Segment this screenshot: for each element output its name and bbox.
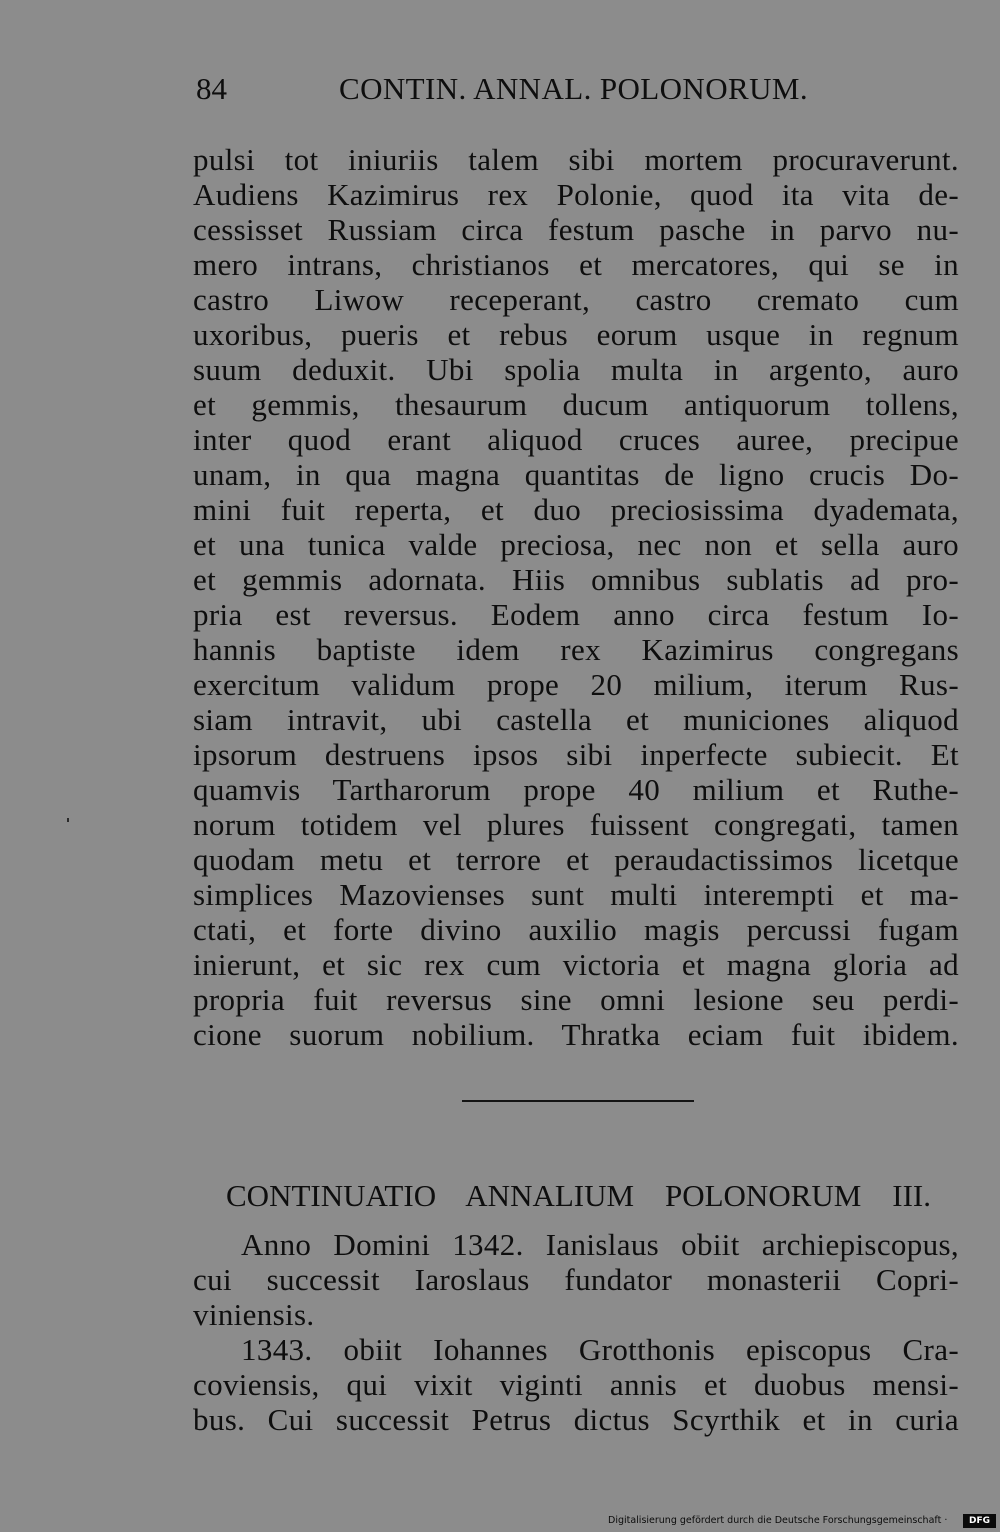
- text-line: ctati, et forte divino auxilio magis percussi fugam: [193, 912, 959, 947]
- text-line: bus. Cui successit Petrus dictus Scyrthik et in curia: [193, 1402, 959, 1437]
- text-line: cessisset Russiam circa festum pasche in parvo nu-: [193, 212, 959, 247]
- text-line: quodam metu et terrore et peraudactissimos licetque: [193, 842, 959, 877]
- running-title: CONTIN. ANNAL. POLONORUM.: [339, 71, 808, 106]
- text-line: ipsorum destruens ipsos sibi inperfecte subiecit. Et: [193, 737, 959, 772]
- text-line: inierunt, et sic rex cum victoria et magna gloria ad: [193, 947, 959, 982]
- text-line: coviensis, qui vixit viginti annis et duobus mensi-: [193, 1367, 959, 1402]
- text-line: et gemmis adornata. Hiis omnibus sublatis ad pro-: [193, 562, 959, 597]
- text-line: pria est reversus. Eodem anno circa festum Io-: [193, 597, 959, 632]
- running-head: [196, 66, 836, 112]
- text-line: norum totidem vel plures fuissent congregati, tamen: [193, 807, 959, 842]
- page-number: 84: [196, 71, 227, 106]
- text-line: castro Liwow receperant, castro cremato cum: [193, 282, 959, 317]
- text-line: quamvis Tartharorum prope 40 milium et Ruthe-: [193, 772, 959, 807]
- text-line: cui successit Iaroslaus fundator monasterii Copri-: [193, 1262, 959, 1297]
- text-line: et una tunica valde preciosa, nec non et sella auro: [193, 527, 959, 562]
- text-line: uxoribus, pueris et rebus eorum usque in regnum: [193, 317, 959, 352]
- text-line: hannis baptiste idem rex Kazimirus congregans: [193, 632, 959, 667]
- text-line: 1343. obiit Iohannes Grotthonis episcopus Cra-: [241, 1332, 959, 1367]
- scan-speck: [67, 818, 69, 822]
- text-line: viniensis.: [193, 1297, 315, 1332]
- dfg-logo: DFG: [963, 1514, 996, 1528]
- text-line: cione suorum nobilium. Thratka eciam fuit ibidem.: [193, 1017, 959, 1052]
- text-line: propria fuit reversus sine omni lesione seu perdi-: [193, 982, 959, 1017]
- text-line: simplices Mazovienses sunt multi interempti et ma-: [193, 877, 959, 912]
- text-line: suum deduxit. Ubi spolia multa in argento, auro: [193, 352, 959, 387]
- text-line: pulsi tot iniuriis talem sibi mortem procuraverunt.: [193, 142, 959, 177]
- text-line: et gemmis, thesaurum ducum antiquorum tollens,: [193, 387, 959, 422]
- section-heading: CONTINUATIO ANNALIUM POLONORUM III.: [226, 1178, 931, 1213]
- section-divider: [462, 1100, 694, 1102]
- text-line: mini fuit reperta, et duo preciosissima dyademata,: [193, 492, 959, 527]
- text-line: exercitum validum prope 20 milium, iterum Rus-: [193, 667, 959, 702]
- text-line: mero intrans, christianos et mercatores, qui se in: [193, 247, 959, 282]
- digitization-credit: Digitalisierung gefördert durch die Deutsche Forschungsgemeinschaft ·: [608, 1515, 948, 1526]
- text-line: Anno Domini 1342. Ianislaus obiit archiepiscopus,: [241, 1227, 959, 1262]
- text-line: unam, in qua magna quantitas de ligno crucis Do-: [193, 457, 959, 492]
- text-line: siam intravit, ubi castella et municiones aliquod: [193, 702, 959, 737]
- text-line: Audiens Kazimirus rex Polonie, quod ita vita de-: [193, 177, 959, 212]
- text-line: inter quod erant aliquod cruces auree, precipue: [193, 422, 959, 457]
